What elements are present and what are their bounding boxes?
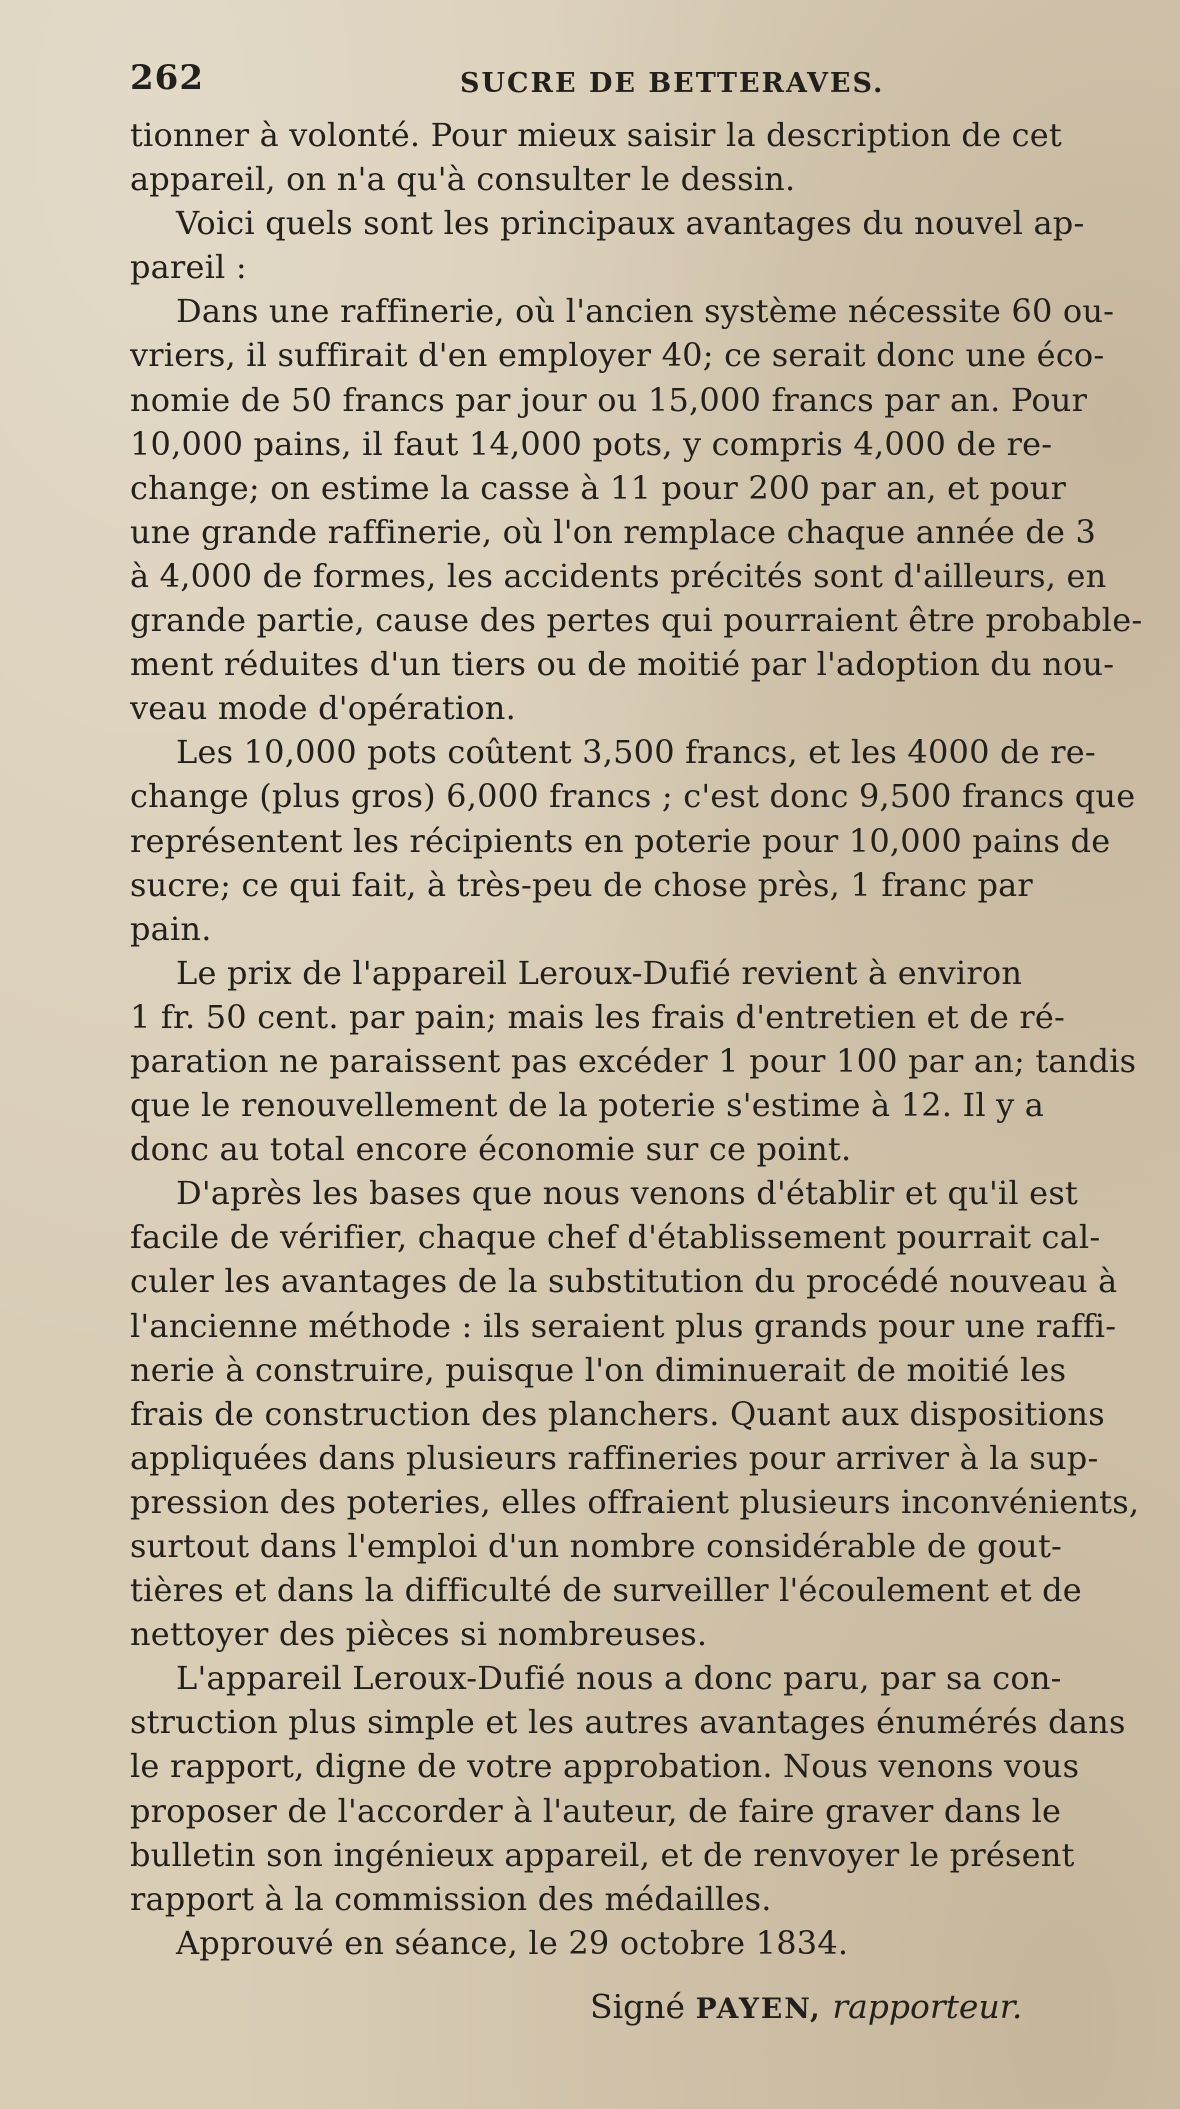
text-line: Dans une raffinerie, où l'ancien système nécessite 60 ou- (176, 292, 1115, 331)
body-text (130, 113, 1170, 1965)
text-line: veau mode d'opération. (130, 689, 516, 728)
text-line: proposer de l'accorder à l'auteur, de faire graver dans le (130, 1791, 1062, 1830)
text-line: grande partie, cause des pertes qui pourraient être probable- (130, 601, 1143, 640)
text-line: paration ne paraissent pas excéder 1 pour 100 par an; tandis (130, 1041, 1137, 1080)
signature-prefix: Signé (590, 1987, 686, 2026)
text-line: nomie de 50 francs par jour ou 15,000 francs par an. Pour (130, 380, 1088, 419)
text-line: ment réduites d'un tiers ou de moitié par l'adoption du nou- (130, 645, 1115, 684)
text-line: D'après les bases que nous venons d'établir et qu'il est (176, 1174, 1078, 1213)
signature (590, 1985, 1022, 2031)
text-line: 10,000 pains, il faut 14,000 pots, y compris 4,000 de re- (130, 424, 1053, 463)
text-line: le rapport, digne de votre approbation. Nous venons vous (130, 1747, 1080, 1786)
text-line: nettoyer des pièces si nombreuses. (130, 1615, 708, 1654)
text-line: que le renouvellement de la poterie s'estime à 12. Il y a (130, 1086, 1045, 1125)
text-line: pression des poteries, elles offraient plusieurs inconvénients, (130, 1482, 1140, 1521)
text-line: L'appareil Leroux-Dufié nous a donc paru, par sa con- (176, 1659, 1062, 1698)
page-number: 262 (130, 58, 204, 98)
text-line: rapport à la commission des médailles. (130, 1879, 772, 1918)
text-line: donc au total encore économie sur ce point. (130, 1130, 852, 1169)
running-title: SUCRE DE BETTERAVES. (460, 68, 885, 99)
text-line: culer les avantages de la substitution du procédé nouveau à (130, 1262, 1118, 1301)
text-line: l'ancienne méthode : ils seraient plus grands pour une raffi- (130, 1306, 1117, 1345)
text-line: nerie à construire, puisque l'on diminuerait de moitié les (130, 1350, 1067, 1389)
text-line: struction plus simple et les autres avantages énumérés dans (130, 1703, 1126, 1742)
text-line: Le prix de l'appareil Leroux-Dufié revient à environ (176, 953, 1023, 992)
text-line: frais de construction des planchers. Quant aux dispositions (130, 1394, 1105, 1433)
text-line: Les 10,000 pots coûtent 3,500 francs, et les 4000 de re- (176, 733, 1096, 772)
text-line: Voici quels sont les principaux avantages du nouvel ap- (176, 204, 1085, 243)
text-line: sucre; ce qui fait, à très-peu de chose près, 1 franc par (130, 865, 1033, 904)
text-line: à 4,000 de formes, les accidents précités sont d'ailleurs, en (130, 556, 1107, 595)
page-header (130, 58, 1160, 108)
text-line: 1 fr. 50 cent. par pain; mais les frais d'entretien et de ré- (130, 997, 1066, 1036)
text-line: surtout dans l'emploi d'un nombre considérable de gout- (130, 1527, 1063, 1565)
text-line: change (plus gros) 6,000 francs ; c'est donc 9,500 francs que (130, 777, 1136, 816)
text-line: tières et dans la difficulté de surveiller l'écoulement et de (130, 1571, 1082, 1610)
text-line: appareil, on n'a qu'à consulter le dessin. (130, 160, 796, 199)
signature-role: rapporteur. (832, 1987, 1023, 2026)
text-line: bulletin son ingénieux appareil, et de renvoyer le présent (130, 1835, 1075, 1874)
text-line: change; on estime la casse à 11 pour 200 par an, et pour (130, 468, 1067, 507)
text-line: appliquées dans plusieurs raffineries pour arriver à la sup- (130, 1438, 1099, 1477)
signature-name: PAYEN, (695, 1992, 822, 2025)
text-line: Approuvé en séance, le 29 octobre 1834. (176, 1923, 849, 1962)
text-line: tionner à volonté. Pour mieux saisir la description de cet (130, 116, 1062, 154)
text-line: pareil : (130, 248, 247, 287)
text-line: une grande raffinerie, où l'on remplace chaque année de 3 (130, 512, 1097, 551)
text-line: pain. (130, 909, 212, 948)
text-line: représentent les récipients en poterie pour 10,000 pains de (130, 821, 1111, 860)
text-line: facile de vérifier, chaque chef d'établissement pourrait cal- (130, 1218, 1101, 1257)
text-line: vriers, il suffirait d'en employer 40; ce serait donc une éco- (130, 336, 1105, 375)
